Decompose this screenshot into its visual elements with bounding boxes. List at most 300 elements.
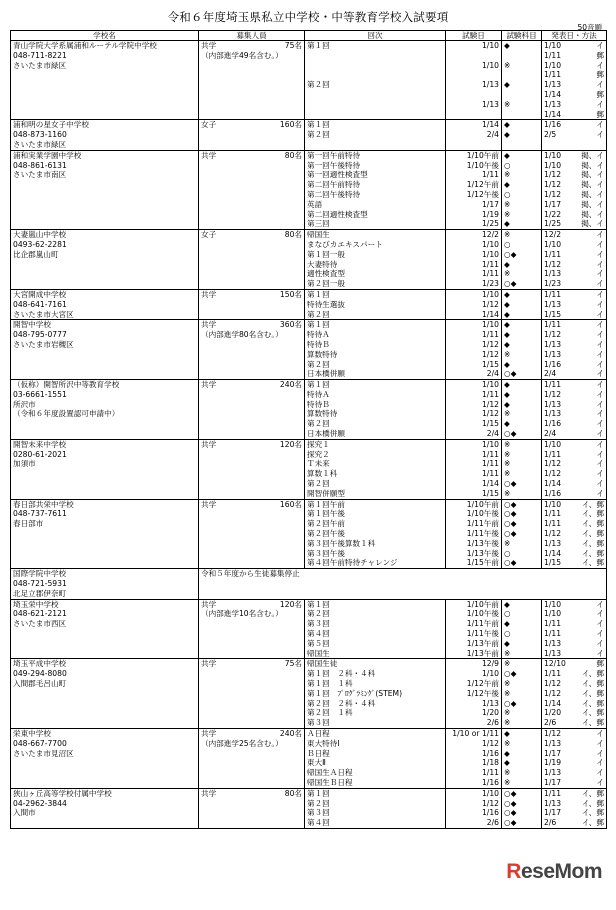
round-label: 帰国生Ａ日程 xyxy=(307,768,353,778)
exam-date: 1/17 xyxy=(481,199,499,209)
exam-dates-cell xyxy=(446,439,502,499)
announce-method: イ xyxy=(596,459,604,469)
exam-date: 1/13 xyxy=(481,698,499,708)
exam-date: 1/12 xyxy=(481,738,499,748)
subject-mark: ○◆ xyxy=(504,788,517,798)
school-phone: 048-795-0777 xyxy=(13,330,67,340)
announcement-entry xyxy=(544,778,604,788)
header-round: 回次 xyxy=(305,31,446,41)
announcement-cell xyxy=(542,41,607,120)
announce-method: イ xyxy=(596,80,604,90)
subject-mark: ◆ xyxy=(504,150,510,160)
announce-method: イ xyxy=(596,380,604,390)
announcement-entry xyxy=(544,170,604,180)
school-location: さいたま市緑区 xyxy=(13,139,67,149)
round-label xyxy=(307,90,443,100)
exam-date: 2/4 xyxy=(486,130,499,140)
exam-date: 1/15 xyxy=(481,359,499,369)
exam-date: 1/13午前 xyxy=(466,648,499,658)
subjects-cell xyxy=(502,320,542,380)
round-label: 第２回 xyxy=(307,309,330,319)
announcement-entry xyxy=(544,360,604,370)
subject-mark: ◆ xyxy=(504,599,510,609)
announce-date: 2/4 xyxy=(544,369,557,379)
announce-method: イ xyxy=(596,619,604,629)
round-label: 第２回 １科 xyxy=(307,708,353,718)
announce-date: 1/23 xyxy=(544,279,562,289)
school-info xyxy=(11,569,199,599)
announcement-cell xyxy=(542,230,607,290)
announce-date: 12/2 xyxy=(544,230,562,240)
announce-method: イ、郵 xyxy=(581,818,604,828)
school-row xyxy=(11,499,607,569)
announce-date: 1/11 xyxy=(544,449,562,459)
capacity-line xyxy=(199,320,304,330)
announce-method: イ xyxy=(596,99,604,109)
school-phone: 048-711-8221 xyxy=(13,50,67,60)
subjects-cell xyxy=(502,380,542,440)
round-label: 探究２ xyxy=(307,449,330,459)
announcement-entry xyxy=(544,279,604,289)
subject-mark: ※ xyxy=(504,409,511,419)
announcement-cell xyxy=(542,599,607,659)
announcement-entry xyxy=(544,290,604,300)
exam-date: 1/12午後 xyxy=(466,189,499,199)
announce-date: 1/11 xyxy=(544,320,562,330)
capacity-cell xyxy=(199,230,305,290)
announcement-entry xyxy=(544,479,604,489)
school-type: 共学 xyxy=(201,659,217,669)
announce-date: 1/11 xyxy=(544,249,562,259)
exam-dates-cell xyxy=(446,659,502,729)
school-name: 大妻嵐山中学校 xyxy=(13,230,67,240)
exam-date: 1/10 xyxy=(481,320,499,330)
rounds-cell xyxy=(305,659,446,729)
school-row xyxy=(11,150,607,229)
announcement-entry xyxy=(544,350,604,360)
announcement-entry xyxy=(544,90,604,100)
announcement-cell xyxy=(542,289,607,319)
school-name: 埼玉平成中学校 xyxy=(13,659,67,669)
announce-date: 1/17 xyxy=(544,777,562,787)
announcement-entry xyxy=(544,161,604,171)
announce-method: イ、郵 xyxy=(581,788,604,798)
announce-method: イ、郵 xyxy=(581,669,604,679)
announce-date: 1/14 xyxy=(544,89,562,99)
round-label: 第１回 xyxy=(307,320,330,330)
announce-date: 1/11 xyxy=(544,788,562,798)
header-row xyxy=(11,31,607,41)
round-label: 第一回適性検査型 xyxy=(307,170,368,180)
announcement-entry xyxy=(544,469,604,479)
announce-method: イ xyxy=(596,399,604,409)
rounds-cell xyxy=(305,41,446,120)
school-phone: 0493-62-2281 xyxy=(13,239,67,249)
subject-mark: ○◆ xyxy=(504,429,517,439)
capacity-count: 80名 xyxy=(284,788,302,798)
exam-date: 1/11 xyxy=(481,389,499,399)
subject-mark: ◆ xyxy=(504,219,510,229)
subject-mark: ※ xyxy=(504,538,511,548)
subject-mark: ○◆ xyxy=(504,818,517,828)
announce-method: 郵 xyxy=(596,109,604,119)
header-announcement: 発表日・方法 xyxy=(542,31,607,41)
announce-method: イ、郵 xyxy=(581,679,604,688)
announcement-entry xyxy=(544,489,604,499)
announce-date: 1/13 xyxy=(544,269,562,279)
capacity-cell xyxy=(199,120,305,150)
school-phone: 0280-61-2021 xyxy=(13,449,67,459)
announce-date: 1/16 xyxy=(544,488,562,498)
subject-mark: ○◆ xyxy=(504,529,517,539)
subject-mark: ◆ xyxy=(504,289,510,299)
subject-mark: ◆ xyxy=(504,41,510,50)
subject-mark: ※ xyxy=(504,738,511,748)
announcement-entry xyxy=(544,70,604,80)
announcement-entry xyxy=(544,269,604,279)
announce-date: 1/13 xyxy=(544,339,562,349)
exam-date: 1/11午後 xyxy=(466,529,499,539)
school-info xyxy=(11,439,199,499)
announce-method: イ xyxy=(596,758,604,768)
announcement-entry xyxy=(544,649,604,659)
subject-mark: ◆ xyxy=(504,259,510,269)
announce-date: 1/13 xyxy=(544,409,562,419)
exam-date: 1/11 xyxy=(481,459,499,469)
announce-method: イ xyxy=(596,648,604,658)
round-label: 第４回午前特待チャレンジ xyxy=(307,558,398,568)
exam-date: 1/10 xyxy=(481,788,499,798)
school-type: 共学 xyxy=(201,150,217,160)
announce-method: イ xyxy=(596,429,604,439)
school-type: 共学 xyxy=(201,499,217,509)
round-label: 第４回 xyxy=(307,818,330,828)
announce-method: 掲、イ xyxy=(581,209,604,219)
exam-date: 1/20 xyxy=(481,708,499,718)
round-label: 第２回午前 xyxy=(307,519,345,529)
round-label: 日本橋併願 xyxy=(307,429,345,439)
announce-method: イ xyxy=(596,469,604,479)
announcement-entry xyxy=(544,330,604,340)
announce-method: 掲、イ xyxy=(581,219,604,229)
subject-mark: ◆ xyxy=(504,320,510,330)
round-label: 第三回 xyxy=(307,219,330,229)
announcement-entry xyxy=(544,629,604,639)
exam-date: 1/19 xyxy=(481,209,499,219)
subject-mark: ◆ xyxy=(504,309,510,319)
school-phone: 04-2962-3844 xyxy=(13,798,67,808)
announcement-entry xyxy=(544,340,604,350)
school-row xyxy=(11,41,607,120)
school-row xyxy=(11,120,607,150)
subject-mark: ※ xyxy=(504,170,511,180)
announcement-entry xyxy=(544,818,604,828)
announcement-entry xyxy=(544,558,604,568)
announce-method: イ、郵 xyxy=(581,538,604,548)
announcement-entry xyxy=(544,789,604,799)
announce-method: 掲、イ xyxy=(581,160,604,170)
rounds-cell xyxy=(305,150,446,229)
school-name: 開智中学校 xyxy=(13,320,51,330)
announce-method: イ xyxy=(596,409,604,419)
announcement-entry xyxy=(544,669,604,679)
header-subjects: 試験科目 xyxy=(502,31,542,41)
announce-method: イ、郵 xyxy=(581,708,604,718)
school-location: 春日部市 xyxy=(13,519,44,529)
capacity-line xyxy=(199,151,304,161)
announce-method: イ xyxy=(596,269,604,279)
rounds-cell xyxy=(305,230,446,290)
announce-date: 1/22 xyxy=(544,209,562,219)
round-label: 第２回 xyxy=(307,359,330,369)
school-location: さいたま市西区 xyxy=(13,619,67,629)
round-label xyxy=(307,100,443,110)
announce-date: 1/12 xyxy=(544,469,562,479)
announce-method: イ xyxy=(596,60,604,70)
round-label: 第２回午後 xyxy=(307,529,345,539)
exam-date: 12/2 xyxy=(481,230,499,240)
capacity-count: 240名 xyxy=(279,380,302,390)
announcement-entry xyxy=(544,151,604,161)
subject-mark: ○ xyxy=(504,160,511,170)
school-type: 共学 xyxy=(201,41,217,50)
rounds-cell xyxy=(305,788,446,828)
round-label: 第１回一般 xyxy=(307,249,345,259)
announce-method: 掲、イ xyxy=(581,170,604,180)
exam-date: 1/12午前 xyxy=(466,679,499,688)
exam-dates-cell xyxy=(446,230,502,290)
school-name: 開智未来中学校 xyxy=(13,439,67,449)
announcement-entry xyxy=(544,519,604,529)
subject-mark: ◆ xyxy=(504,120,510,130)
subject-mark: ○◆ xyxy=(504,369,517,379)
round-label xyxy=(307,61,443,71)
announce-method: イ xyxy=(596,41,604,50)
capacity-line xyxy=(199,659,304,669)
announce-date: 1/10 xyxy=(544,239,562,249)
exam-date: 12/9 xyxy=(481,659,499,669)
school-phone: 048-621-2121 xyxy=(13,609,67,619)
exam-date: 1/15午前 xyxy=(466,558,499,568)
school-location: さいたま市大宮区 xyxy=(13,309,74,319)
announce-date: 1/12 xyxy=(544,259,562,269)
school-type: 共学 xyxy=(201,728,217,738)
exam-date: 2/4 xyxy=(486,369,499,379)
announce-method: イ xyxy=(596,320,604,330)
exam-date: 1/13午前 xyxy=(466,638,499,648)
announcement-entry xyxy=(544,369,604,379)
announce-date: 1/17 xyxy=(544,199,562,209)
announce-date: 1/12 xyxy=(544,679,562,688)
school-info xyxy=(11,499,199,569)
announce-method: イ、郵 xyxy=(581,548,604,558)
announcement-cell xyxy=(542,788,607,828)
announce-date: 1/13 xyxy=(544,99,562,109)
announce-date: 1/11 xyxy=(544,619,562,629)
round-label: 帰国生 xyxy=(307,648,330,658)
announcement-cell xyxy=(542,380,607,440)
capacity-line xyxy=(199,500,304,510)
announcement-entry xyxy=(544,429,604,439)
announce-date: 1/12 xyxy=(544,180,562,190)
exam-date: 1/12 xyxy=(481,299,499,309)
subject-mark: ○◆ xyxy=(504,669,517,679)
announce-method: イ、郵 xyxy=(581,808,604,818)
announcement-entry xyxy=(544,180,604,190)
subject-mark: ※ xyxy=(504,679,511,688)
school-name: （仮称）開智所沢中等教育学校 xyxy=(13,380,120,390)
exam-date: 1/11 xyxy=(481,469,499,479)
announce-date: 1/14 xyxy=(544,109,562,119)
exam-date: 2/6 xyxy=(486,718,499,728)
announcement-entry xyxy=(544,219,604,229)
announcement-entry xyxy=(544,509,604,519)
announce-method: イ、郵 xyxy=(581,509,604,519)
school-phone: 048-861-6131 xyxy=(13,160,67,170)
announce-method: 郵 xyxy=(596,70,604,80)
round-label: 第２回 xyxy=(307,419,330,429)
announcement-entry xyxy=(544,609,604,619)
capacity-line xyxy=(199,120,304,130)
rounds-cell xyxy=(305,499,446,569)
subject-mark: ◆ xyxy=(504,339,510,349)
round-label: 帰国生Ｂ日程 xyxy=(307,777,353,787)
round-label: 帰国生徒 xyxy=(307,659,338,669)
announce-method: イ xyxy=(596,629,604,639)
announce-date: 1/12 xyxy=(544,688,562,698)
school-info xyxy=(11,289,199,319)
announcement-entry xyxy=(544,450,604,460)
capacity-note: （内部進学49名含む。） xyxy=(201,50,283,60)
announcement-entry xyxy=(544,459,604,469)
announce-method: イ xyxy=(596,449,604,459)
school-location: 入間市 xyxy=(13,808,36,818)
announcement-entry xyxy=(544,808,604,818)
announce-date: 1/10 xyxy=(544,60,562,70)
school-type: 女子 xyxy=(201,120,217,130)
rounds-cell xyxy=(305,120,446,150)
exam-date: 1/14 xyxy=(481,479,499,489)
announce-method: イ xyxy=(596,249,604,259)
exam-date: 1/13 xyxy=(481,99,499,109)
round-label: 特待生選抜 xyxy=(307,299,345,309)
announce-method: イ xyxy=(596,120,604,130)
subjects-cell xyxy=(502,41,542,120)
school-info xyxy=(11,120,199,150)
announce-method: イ xyxy=(596,309,604,319)
capacity-count: 160名 xyxy=(279,120,302,130)
exam-date: 1/11 xyxy=(481,170,499,180)
round-label: 大妻特待 xyxy=(307,259,338,269)
announcement-entry xyxy=(544,659,604,669)
school-type: 共学 xyxy=(201,788,217,798)
round-label: 適性検査型 xyxy=(307,269,345,279)
capacity-line xyxy=(199,41,304,51)
announcement-entry xyxy=(544,749,604,759)
subject-mark: ○◆ xyxy=(504,499,517,509)
exam-date: 1/11午後 xyxy=(466,629,499,639)
school-row xyxy=(11,289,607,319)
capacity-cell xyxy=(199,728,305,788)
announce-date: 1/15 xyxy=(544,558,562,568)
subject-mark: ◆ xyxy=(504,419,510,429)
exam-date: 1/11 xyxy=(481,768,499,778)
school-name: 青山学院大学系属浦和ルーテル学院中学校 xyxy=(13,41,157,50)
announce-method: 郵 xyxy=(596,50,604,60)
capacity-line xyxy=(199,789,304,799)
exam-date: 1/13午後 xyxy=(466,548,499,558)
capacity-cell xyxy=(199,150,305,229)
announce-date: 1/10 xyxy=(544,609,562,619)
school-row xyxy=(11,320,607,380)
announce-method: イ、郵 xyxy=(581,558,604,568)
announcement-entry xyxy=(544,409,604,419)
round-label: 第３回 xyxy=(307,619,330,629)
school-info xyxy=(11,728,199,788)
round-label xyxy=(307,110,443,120)
announcement-entry xyxy=(544,799,604,809)
announce-method: 郵 xyxy=(596,89,604,99)
exam-date: 1/11 xyxy=(481,269,499,279)
subject-mark: ○◆ xyxy=(504,479,517,489)
round-label: 第１回 xyxy=(307,41,330,50)
school-phone: 048-641-7161 xyxy=(13,299,67,309)
round-label: 英語 xyxy=(307,199,323,209)
rounds-cell xyxy=(305,439,446,499)
announcement-entry xyxy=(544,529,604,539)
announcement-entry xyxy=(544,61,604,71)
round-label: 探究１ xyxy=(307,439,330,449)
announcement-cell xyxy=(542,499,607,569)
announcement-cell xyxy=(542,659,607,729)
subject-mark: ○◆ xyxy=(504,808,517,818)
round-label: 第３回 xyxy=(307,718,330,728)
announcement-entry xyxy=(544,260,604,270)
round-label: まなびカエキスパート xyxy=(307,239,383,249)
announce-method: イ xyxy=(596,330,604,340)
announce-method: イ xyxy=(596,488,604,498)
capacity-line xyxy=(199,230,304,240)
announce-date: 1/12 xyxy=(544,330,562,340)
announcement-entry xyxy=(544,200,604,210)
announce-method: イ、郵 xyxy=(581,529,604,539)
announce-date: 1/11 xyxy=(544,289,562,299)
announce-date: 1/25 xyxy=(544,219,562,229)
subject-mark: ○ xyxy=(504,189,511,199)
capacity-cell xyxy=(199,788,305,828)
subject-mark: ※ xyxy=(504,459,511,469)
subject-mark: ※ xyxy=(504,99,511,109)
exam-date: 1/14 xyxy=(481,309,499,319)
announcement-entry xyxy=(544,190,604,200)
capacity-cell xyxy=(199,289,305,319)
exam-date: 1/16 xyxy=(481,777,499,787)
round-label: 第２回 xyxy=(307,479,330,489)
exam-date: 1/13午後 xyxy=(466,538,499,548)
announcement-entry xyxy=(544,539,604,549)
subject-mark: ◆ xyxy=(504,80,510,90)
round-label: 日本橋併願 xyxy=(307,369,345,379)
exam-date: 1/12午前 xyxy=(466,180,499,190)
exam-date: 1/18 xyxy=(481,758,499,768)
round-label: Ａ日程 xyxy=(307,728,330,738)
exam-date: 1/15 xyxy=(481,488,499,498)
subjects-cell xyxy=(502,659,542,729)
recruitment-notice: 令和５年度から生徒募集停止 xyxy=(199,569,607,599)
exam-dates-cell xyxy=(446,320,502,380)
announce-date: 1/12 xyxy=(544,170,562,180)
exam-date: 1/12 xyxy=(481,409,499,419)
